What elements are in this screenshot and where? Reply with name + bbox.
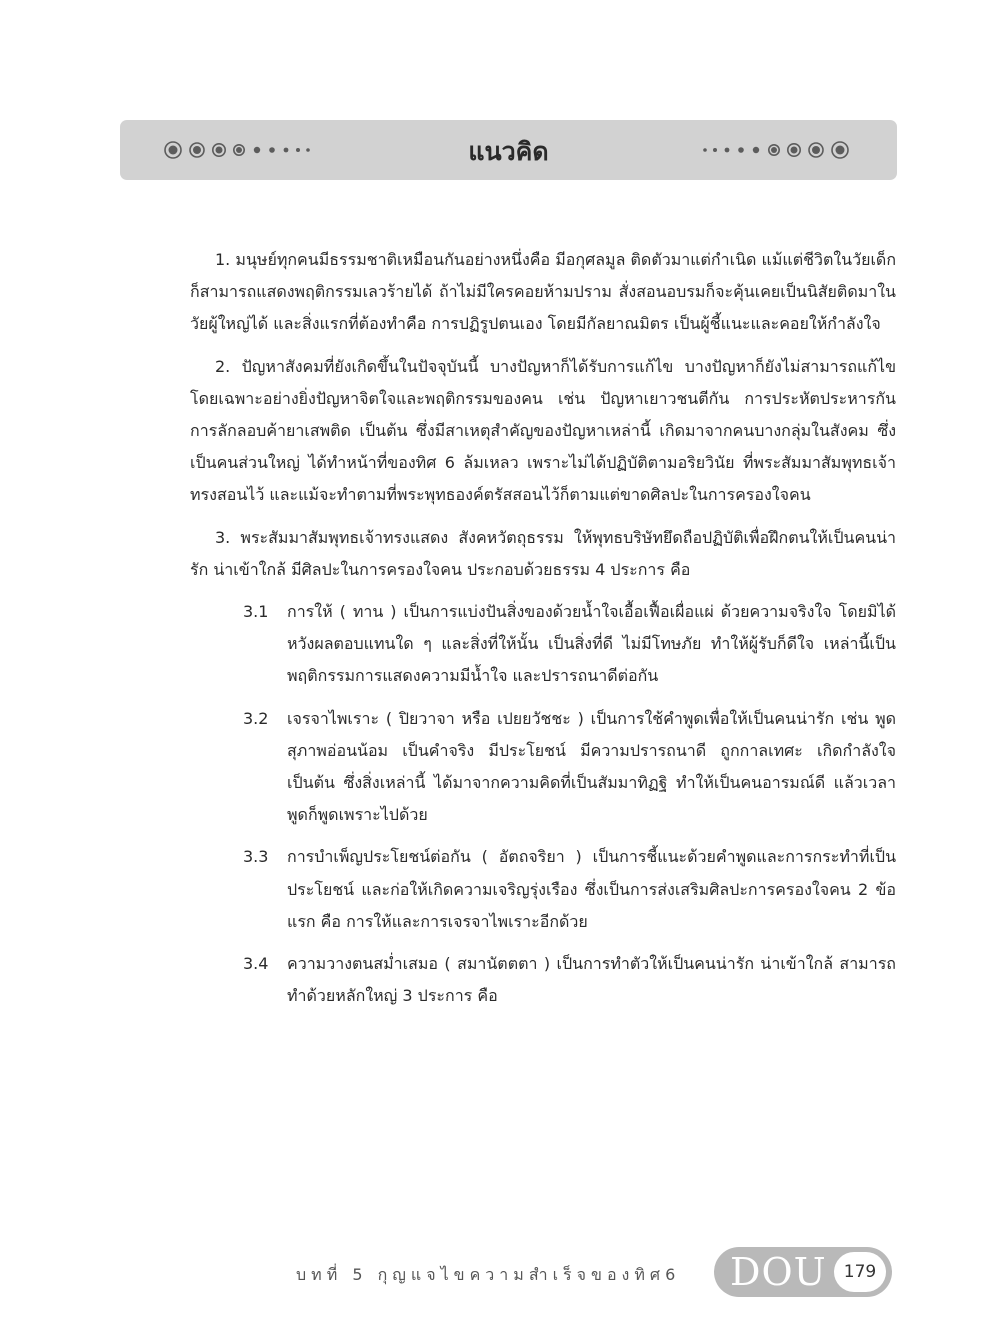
sub-item-3-1 bbox=[243, 596, 896, 693]
sub-item-number: 3.3 bbox=[243, 847, 269, 867]
footer-chapter-title: บทที่ 5 กุญแจไขความสำเร็จของทิศ6 bbox=[296, 1265, 681, 1284]
sub-item-3-4 bbox=[243, 948, 896, 1012]
dou-logo: DOU bbox=[730, 1250, 827, 1294]
paragraph-2: 2. ปัญหาสังคมที่ยังเกิดขึ้นในปัจจุบันนี้ บางปัญหาก็ได้รับการแก้ไข บางปัญหาก็ยังไม่สามารถแก้ไข โดยเฉพาะอย่างยิ่งปัญหาจิตใจและพฤติกรรมของคน เช่น ปัญหาเยาวชนตีกัน การประหัตประหารกัน การลักลอบค้ายาเสพติด เป็นต้น ซึ่งมีสาเหตุสำคัญของปัญหาเหล่านี้ เกิดมาจากคนบางกลุ่มในสังคม ซึ่งเป็นคนส่วนใหญ่ ได้ทำหน้าที่ของทิศ 6 ล้มเหลว เพราะไม่ได้ปฏิบัติตามอริยวินัย ที่พระสัมมาสัมพุทธเจ้าทรงสอนไว้ และแม้จะทำตามที่พระพุทธองค์ตรัสสอนไว้ก็ตามแต่ขาดศิลปะในการครองใจคน bbox=[190, 356, 896, 505]
sub-item-text: การบำเพ็ญประโยชน์ต่อกัน ( อัตถจริยา ) เป็นการชี้แนะด้วยคำพูดและการกระทำที่เป็นประโยชน์ และก่อให้เกิดความเจริญรุ่งเรือง ซึ่งเป็นการส่งเสริมศิลปะการครองใจคน 2 ข้อแรก คือ การให้และการเจรจาไพเราะอีกด้วย bbox=[287, 847, 896, 931]
sub-item-3-3 bbox=[243, 841, 896, 938]
section-header-bar bbox=[120, 120, 897, 180]
sub-item-text: เจรจาไพเราะ ( ปิยวาจา หรือ เปยยวัชชะ ) เป็นการใช้คำพูดเพื่อให้เป็นคนน่ารัก เช่น พูดสุภาพอ่อนน้อม เป็นคำจริง มีประโยชน์ มีความปรารถนาดี ถูกกาลเทศะ เกิดกำลังใจเป็นต้น ซึ่งสิ่งเหล่านี้ ได้มาจากความคิดที่เป็นสัมมาทิฏฐิ ทำให้เป็นคนอารมณ์ดี แล้วเวลาพูดก็พูดเพราะไปด้วย bbox=[287, 708, 896, 825]
sub-item-number: 3.1 bbox=[243, 602, 269, 622]
page-number: 179 bbox=[834, 1252, 886, 1292]
decorative-dots-right-icon bbox=[699, 120, 849, 180]
concept-content bbox=[190, 244, 896, 1022]
paragraph-3: 3. พระสัมมาสัมพุทธเจ้าทรงแสดง สังคหวัตถุธรรม ให้พุทธบริษัทยึดถือปฏิบัติเพื่อฝึกตนให้เป็นคนน่ารัก น่าเข้าใกล้ มีศิลปะในการครองใจคน ประกอบด้วยธรรม 4 ประการ คือ bbox=[190, 527, 896, 579]
paragraph-1: 1. มนุษย์ทุกคนมีธรรมชาติเหมือนกันอย่างหนึ่งคือ มีอกุศลมูล ติดตัวมาแต่กำเนิด แม้แต่ชีวิตในวัยเด็กก็สามารถแสดงพฤติกรรมเลวร้ายได้ ถ้าไม่มีใครคอยห้ามปราม สั่งสอนอบรมก็จะคุ้นเคยเป็นนิสัยติดมาในวัยผู้ใหญ่ได้ และสิ่งแรกที่ต้องทำคือ การปฏิรูปตนเอง โดยมีกัลยาณมิตร เป็นผู้ชี้แนะและคอยให้กำลังใจ bbox=[190, 250, 896, 334]
sub-item-number: 3.2 bbox=[243, 708, 269, 728]
sub-item-number: 3.4 bbox=[243, 954, 269, 974]
footer-badge bbox=[714, 1247, 892, 1297]
sub-item-text: ความวางตนสม่ำเสมอ ( สมานัตตตา ) เป็นการทำตัวให้เป็นคนน่ารัก น่าเข้าใกล้ สามารถทำด้วยหลักใหญ่ 3 ประการ คือ bbox=[287, 954, 896, 1006]
section-title: แนวคิด bbox=[468, 137, 549, 166]
sub-item-3-2 bbox=[243, 703, 896, 832]
sub-item-text: การให้ ( ทาน ) เป็นการแบ่งปันสิ่งของด้วยน้ำใจเอื้อเฟื้อเผื่อแผ่ ด้วยความจริงใจ โดยมิได้หวังผลตอบแทนใด ๆ และสิ่งที่ให้นั้น เป็นสิ่งที่ดี ไม่มีโทษภัย ทำให้ผู้รับก็ดีใจ เหล่านี้เป็นพฤติกรรมการแสดงความมีน้ำใจ และปรารถนาดีต่อกัน bbox=[287, 602, 896, 686]
